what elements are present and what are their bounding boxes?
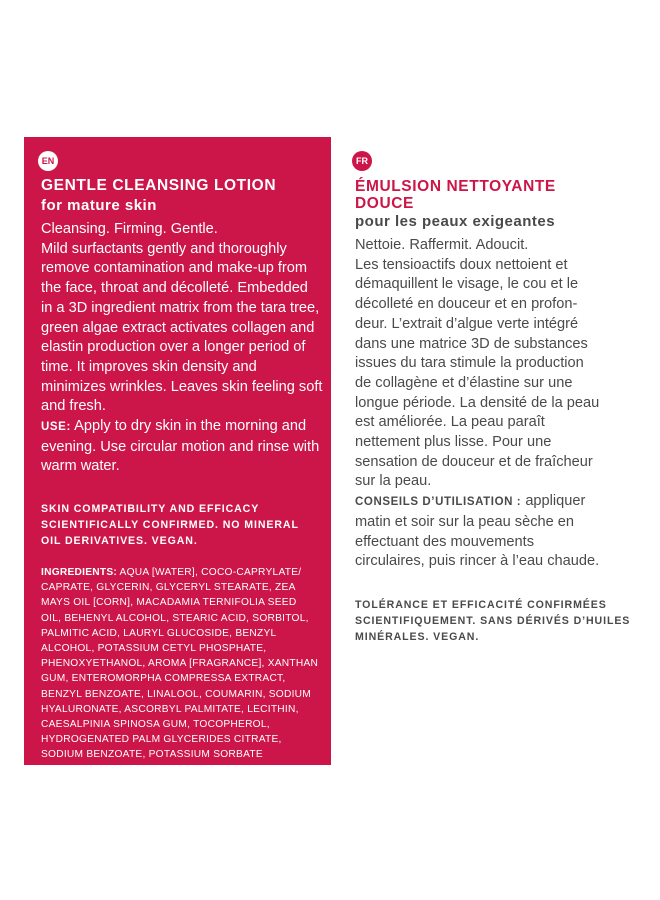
en-claims: SKIN COMPATIBILITY AND EFFICACY SCIENTIFICALLY CONFIRMED. NO MINERAL OIL DERIVATIVES. VEGAN. (41, 503, 299, 547)
fr-product-title: ÉMULSION NETTOYANTE DOUCE (355, 178, 556, 212)
en-ingredients-text: AQUA [WATER], COCO-CAPRYLATE/ CAPRATE, GLYCERIN, GLYCERYL STEARATE, ZEA MAYS OIL [CORN], MACADAMIA TERNIFOLIA SEED OIL, BEHENYL ALCOHOL, STEARIC ACID, SORBITOL, PALMITIC ACID, LAURYL GLUCOSIDE, BENZYL ALCOHOL, POTASSIUM CETYL PHOSPHATE, PHENOXYETHANOL, AROMA [FRAGRANCE], XANTHAN GUM, ENTEROMORPHA COMPRESSA EXTRACT, BENZYL BENZOATE, LINALOOL, COUMARIN, SODIUM HYALURONATE, ASCORBYL PALMITATE, LECITHIN, CAESALPINIA SPINOSA GUM, TOCOPHEROL, HYDROGENATED PALM GLYCERIDES CITRATE, SODIUM BENZOATE, POTASSIUM SORBATE (41, 567, 319, 761)
fr-use-label: CONSEILS D’UTILISATION : (355, 496, 522, 509)
fr-use-text: appliquer matin et soir sur la peau sèche en effectuant des mouvements circulaires, puis rincer à l’eau chaude. (355, 493, 600, 570)
en-ingredients-label: INGREDIENTS: (41, 567, 118, 578)
en-language-badge: EN (38, 151, 58, 171)
fr-body-text (355, 236, 603, 572)
fr-tagline: Nettoie. Raffermit. Adoucit. (355, 237, 529, 253)
french-panel (338, 137, 638, 765)
en-body-text (41, 220, 323, 477)
fr-product-subtitle: pour les peaux exigeantes (355, 213, 556, 230)
fr-usage (355, 492, 603, 572)
en-description: Mild surfactants gently and thoroughly remove contamination and make-up from the face, throat and décolleté. Embedded in a 3D ingredient matrix from the tara tree, green algae extract activates collagen and elastin production over a longer period of time. It improves skin density and minimizes wrinkles. Leaves skin feeling soft and fresh. (41, 240, 323, 415)
en-ingredients (41, 565, 319, 763)
fr-description: Les tensioactifs doux nettoient et démaquillent le visage, le cou et le décolleté en douceur et en profon- deur. L’extrait d’algue verte intégré dans une matrice 3D de substances issues du tara stimule la production de collagène et d’élastine sur une longue période. La densité de la peau est améliorée. La peau paraît nettement plus lisse. Pour une sensation de douceur et de fraîcheur sur la peau. (355, 256, 600, 490)
english-panel (24, 137, 331, 765)
en-use-label: USE: (41, 421, 71, 434)
en-product-subtitle: for mature skin (41, 197, 157, 214)
fr-claims: TOLÉRANCE ET EFFICACITÉ CONFIRMÉES SCIENTIFIQUEMENT. SANS DÉRIVÉS D’HUILES MINÉRALES. VEGAN. (355, 599, 631, 643)
en-use-text: Apply to dry skin in the morning and evening. Use circular motion and rinse with warm water. (41, 418, 320, 475)
fr-language-badge: FR (352, 151, 372, 171)
en-product-title: GENTLE CLEANSING LOTION (41, 177, 277, 194)
en-usage (41, 417, 323, 477)
en-tagline: Cleansing. Firming. Gentle. (41, 221, 218, 237)
